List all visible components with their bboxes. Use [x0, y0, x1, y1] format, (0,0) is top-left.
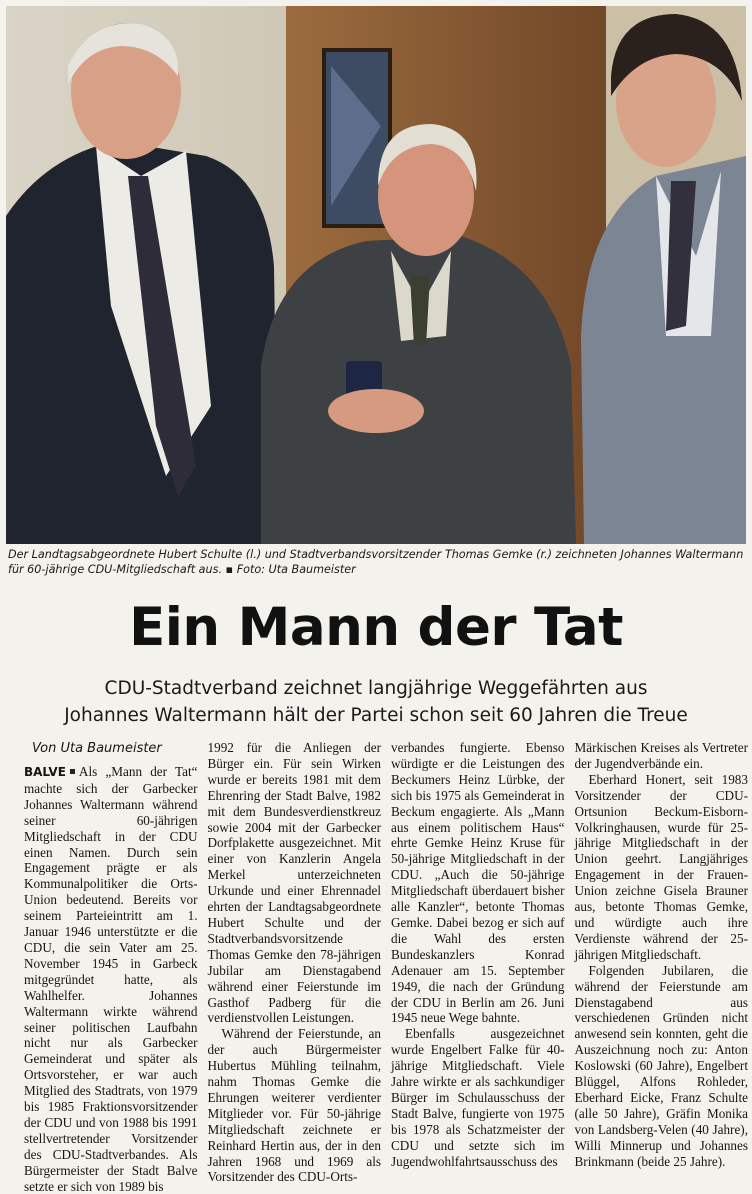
news-photo	[6, 6, 746, 544]
photo-caption: Der Landtagsabgeordnete Hubert Schulte (l.) und Stadtverbandsvorsitzender Thomas Gemke (r.) zeichneten Johannes Waltermann für 60-jährige CDU-Mitgliedschaft aus. ▪ Foto: Uta Baumeister	[8, 548, 744, 576]
article-paragraph: Märkischen Kreises als Vertreter der Jugendverbände ein.	[574, 740, 748, 771]
article-column-3	[391, 740, 565, 1180]
paragraph-text: Als „Mann der Tat“ machte sich der Garbecker Johannes Waltermann während seiner 60-jährigen Mitgliedschaft in der CDU einen Namen. Durch sein Engagement prägte er als Kommunalpolitiker die Orts-Union bedeutend. Bereits vor seinem Parteieintritt am 1. Januar 1946 unterstützte er die CDU, die sein Vater am 25. November 1945 in Garbeck mitgegründet hatte, als Wahlhelfer. Johannes Waltermann wirkte während seiner politischen Laufbahn nicht nur als Garbecker Gemeinderat und später als Ortsvorsteher, er war auch Mitglied des Stadtrats, von 1979 bis 1985 Fraktionsvorsitzender der CDU und von 1988 bis 1991 stellvertretender Vorsitzender des CDU-Stadtverbandes. Als Bürgermeister der Stadt Balve setzte er sich von 1989 bis	[24, 764, 198, 1194]
subheadline	[0, 675, 752, 729]
headline: Ein Mann der Tat	[129, 597, 623, 658]
article-paragraph: Folgenden Jubilaren, die während der Feierstunde am Dienstagabend aus verschiedenen Gründen nicht anwesend sein konnten, geht die Auszeichnung noch zu: Anton Koslowski (60 Jahre), Engelbert Blüggel, Alfons Rohleder, Eberhard Eicke, Franz Schulte (alle 50 Jahre), Gräfin Monika von Landsberg-Velen (40 Jahre), Willi Minnerup und Johannes Brinkmann (beide 25 Jahre).	[574, 962, 748, 1169]
article-paragraph: verbandes fungierte. Ebenso würdigte er die Leistungen des Beckumers Heinz Lürbke, der sich bis 1975 als Gemeinderat in Beckum engagierte. Als „Mann aus einem politischem Haus“ ehrte Gemke Heinz Kruse für 50-jährige Mitgliedschaft in der CDU. „Auch die 50-jährige Mitgliedschaft überdauert bisher alle Kanzler“, betonte Thomas Gemke. Dabei bezog er sich auf die Wahl des ersten Bundeskanzlers Konrad Adenauer am 15. September 1949, die nach der Gründung der CDU in Berlin am 26. Juni 1945 neue Wege bahnte.	[391, 740, 565, 1026]
photo-illustration	[6, 6, 746, 544]
subheadline-line-1: CDU-Stadtverband zeichnet langjährige Weggefährten aus	[104, 678, 648, 699]
article-paragraph: Während der Feierstunde, an der auch Bürgermeister Hubertus Mühling teilnahm, nahm Thomas Gemke die Ehrungen weiterer verdienter Mitglieder vor. Für 50-jährige Mitgliedschaft zeichnete er Reinhard Hertin aus, der in den Jahren 1968 und 1969 als Vorsitzender des CDU-Orts-	[207, 1026, 381, 1185]
article-paragraph: Ebenfalls ausgezeichnet wurde Engelbert Falke für 40-jährige Mitgliedschaft. Viele Jahre wirkte er als sachkundiger Bürger im Schulausschuss der Stadt Balve, fungierte von 1975 bis 1978 als Schatzmeister der CDU und setzte sich im Jugendwohlfahrtsausschuss des	[391, 1026, 565, 1169]
article-paragraph	[24, 764, 198, 1194]
article-column-2	[207, 740, 382, 1185]
article-column-4	[575, 740, 749, 1180]
bullet-square-icon	[70, 769, 75, 774]
article-body	[24, 740, 748, 1194]
subheadline-line-2: Johannes Waltermann hält der Partei schon seit 60 Jahren die Treue	[64, 705, 688, 726]
byline: Von Uta Baumeister	[32, 741, 162, 756]
article-column-1	[24, 740, 198, 1194]
article-paragraph: Eberhard Honert, seit 1983 Vorsitzender der CDU-Ortsunion Beckum-Eisborn-Volkringhausen, wurde für 25-jährige Mitgliedschaft in der Union geehrt. Langjähriges Engagement in der Frauen-Union zeichne Gisela Brauner aus, betonte Thomas Gemke, und würdigte auch ihre Verdienste während der 25-jährigen Mitgliedschaft.	[574, 771, 748, 962]
dateline: BALVE	[24, 765, 66, 779]
article-paragraph: 1992 für die Anliegen der Bürger ein. Für sein Wirken wurde er bereits 1981 mit dem Ehrenring der Stadt Balve, 1982 mit dem Bundesverdienstkreuz sowie 2004 mit der Garbecker Dorfplakette ausgezeichnet. Mit einer von Kanzlerin Angela Merkel unterzeichneten Urkunde und einer Ehrennadel ehrten der Landtagsabgeordnete Hubert Schulte und der Stadtverbandsvorsitzende Thomas Gemke den 78-jährigen Jubilar am Dienstagabend während einer Feierstunde im Gasthof Padberg für die verdienstvollen Leistungen.	[207, 740, 381, 1026]
